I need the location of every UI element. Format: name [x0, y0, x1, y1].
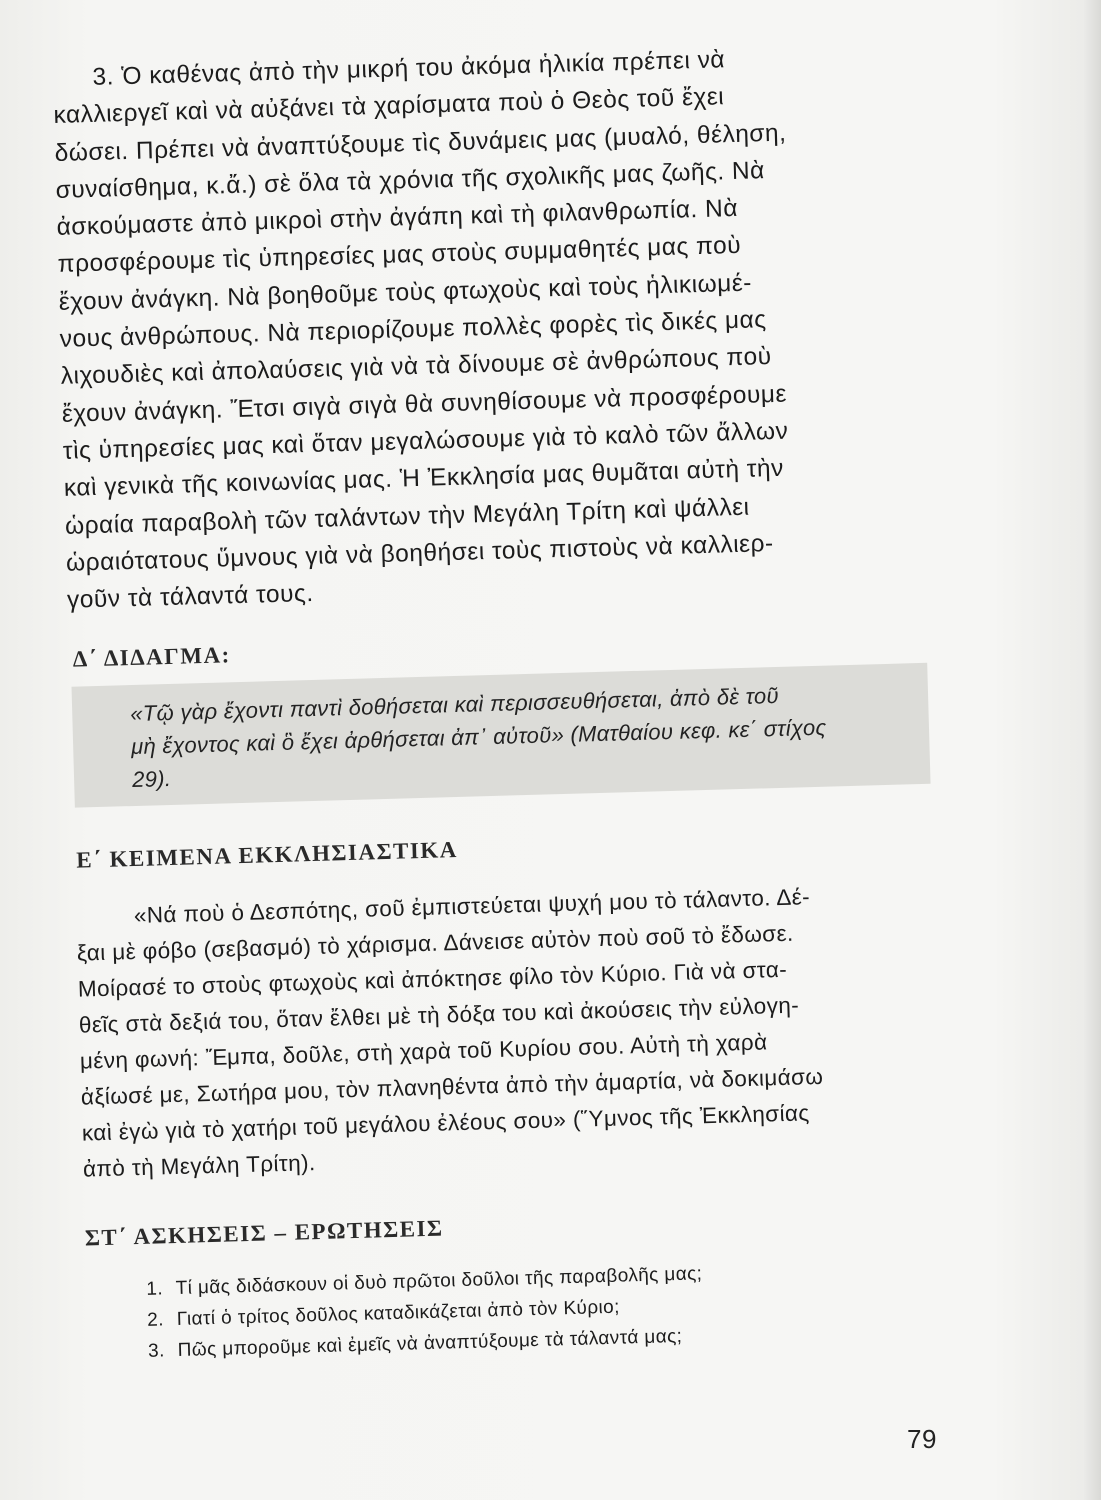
- paragraph-line: ἀσκούμαστε ἀπὸ μικροὶ στὴν ἀγάπη καὶ τὴ φιλανθρωπία. Νὰ: [56, 195, 739, 242]
- question-text: Τί μᾶς διδάσκουν οἱ δυὸ πρῶτοι δοῦλοι τῆς παραβολῆς μας;: [175, 1263, 703, 1300]
- question-text: Πῶς μποροῦμε καὶ ἐμεῖς νὰ ἀναπτύξουμε τὰ τάλαντά μας;: [177, 1326, 683, 1362]
- quote-line: μὴ ἔχοντος καὶ ὃ ἔχει ἀρθήσεται ἀπ᾽ αὐτοῦ» (Ματθαίου κεφ. κε΄ στίχος: [130, 715, 827, 760]
- question-number: 2.: [146, 1309, 165, 1332]
- paragraph-line: ἔχουν ἀνάγκη. Ἔτσι σιγὰ σιγὰ θὰ συνηθίσουμε νὰ προσφέρουμε: [61, 380, 788, 428]
- page-content: [52, 35, 969, 1388]
- paragraph-line: προσφέρουμε τὶς ὑπηρεσίες μας στοὺς συμμαθητές μας ποὺ: [57, 232, 742, 279]
- paragraph-line: 3. Ὁ καθένας ἀπὸ τὴν μικρή του ἀκόμα ἡλικία πρέπει νὰ: [92, 46, 726, 91]
- hymn-line: ξαι μὲ φόβο (σεβασμό) τὸ χάρισμα. Δάνεισε αὐτὸν ποὺ σοῦ τὸ ἔδωσε.: [76, 921, 794, 967]
- question-number: 3.: [147, 1340, 166, 1363]
- paragraph-line: δώσει. Πρέπει νὰ ἀναπτύξουμε τὶς δυνάμεις μας (μυαλό, θέληση,: [54, 119, 787, 167]
- paragraph-line: νους ἀνθρώπους. Νὰ περιορίζουμε πολλὲς φορὲς τὶς δικές μας: [59, 306, 767, 353]
- hymn-line: μένη φωνή: Ἔμπα, δοῦλε, στὴ χαρὰ τοῦ Κυρίου σου. Αὐτὴ τὴ χαρὰ: [79, 1029, 768, 1075]
- paragraph-line: καλλιεργεῖ καὶ νὰ αὐξάνει τὰ χαρίσματα ποὺ ὁ Θεὸς τοῦ ἔχει: [53, 83, 725, 130]
- hymn-line: ἀπὸ τὴ Μεγάλη Τρίτη).: [82, 1150, 316, 1183]
- paragraph-line: γοῦν τὰ τάλαντά τους.: [66, 580, 314, 614]
- hymn-line: ἀξίωσέ με, Σωτήρα μου, τὸν πλανηθέντα ἀπὸ τὴν ἁμαρτία, νὰ δοκιμάσω: [80, 1064, 824, 1111]
- question-text: Γιατί ὁ τρίτος δοῦλος καταδικάζεται ἀπὸ τὸν Κύριο;: [176, 1297, 621, 1331]
- section-heading-keimena: Ε΄ ΚΕΙΜΕΝΑ ΕΚΚΛΗΣΙΑΣΤΙΚΑ: [76, 837, 459, 874]
- paragraph-line: ὡραιότατους ὕμνους γιὰ νὰ βοηθήσει τοὺς πιστοὺς νὰ καλλιερ-: [65, 529, 774, 577]
- hymn-line: καὶ ἐγὼ γιὰ τὸ χατήρι τοῦ μεγάλου ἐλέους σου» (Ὕμνος τῆς Ἐκκλησίας: [81, 1100, 810, 1147]
- scripture-quote-box: [72, 663, 931, 808]
- section-heading-askiseis: ΣΤ΄ ΑΣΚΗΣΕΙΣ – ΕΡΩΤΗΣΕΙΣ: [84, 1215, 444, 1251]
- paragraph-line: τὶς ὑπηρεσίες μας καὶ ὅταν μεγαλώσουμε γιὰ τὸ καλὸ τῶν ἄλλων: [62, 417, 789, 465]
- quote-line: «Τῷ γὰρ ἔχοντι παντὶ δοθήσεται καὶ περισσευθήσεται, ἀπὸ δὲ τοῦ: [129, 683, 780, 727]
- paragraph-line: συναίσθημα, κ.ἄ.) σὲ ὅλα τὰ χρόνια τῆς σχολικῆς μας ζωῆς. Νὰ: [55, 157, 766, 204]
- paragraph-line: ὡραία παραβολὴ τῶν ταλάντων τὴν Μεγάλη Τρίτη καὶ ψάλλει: [64, 493, 750, 540]
- hymn-text: [75, 876, 963, 1188]
- questions-list: [146, 1251, 968, 1367]
- paragraph-line: ἔχουν ἀνάγκη. Νὰ βοηθοῦμε τοὺς φτωχοὺς καὶ τοὺς ἡλικιωμέ-: [58, 269, 753, 316]
- quote-line: 29).: [131, 766, 172, 793]
- hymn-line: Μοίρασέ το στοὺς φτωχοὺς καὶ ἀπόκτησε φίλο τὸν Κύριο. Γιὰ νὰ στα-: [77, 957, 788, 1003]
- paragraph-line: καὶ γενικὰ τῆς κοινωνίας μας. Ἡ Ἐκκλησία μας θυμᾶται αὐτὴ τὴν: [63, 454, 785, 503]
- hymn-line: θεῖς στὰ δεξιά του, ὅταν ἔλθει μὲ τὴ δόξα του καὶ ἀκούσεις τὴν εὐλογη-: [78, 992, 800, 1039]
- hymn-line: «Νά ποὺ ὁ Δεσπότης, σοῦ ἐμπιστεύεται ψυχή μου τὸ τάλαντο. Δέ-: [133, 884, 811, 929]
- question-number: 1.: [146, 1278, 164, 1301]
- section-heading-didagma: Δ΄ ΔΙΔΑΓΜΑ:: [72, 642, 232, 673]
- page-edge-shadow: [1083, 0, 1101, 1500]
- body-paragraph: [52, 35, 947, 619]
- page-number: 79: [907, 1424, 937, 1454]
- paragraph-line: λιχουδιὲς καὶ ἀπολαύσεις γιὰ νὰ τὰ δίνουμε σὲ ἀνθρώπους ποὺ: [60, 343, 772, 391]
